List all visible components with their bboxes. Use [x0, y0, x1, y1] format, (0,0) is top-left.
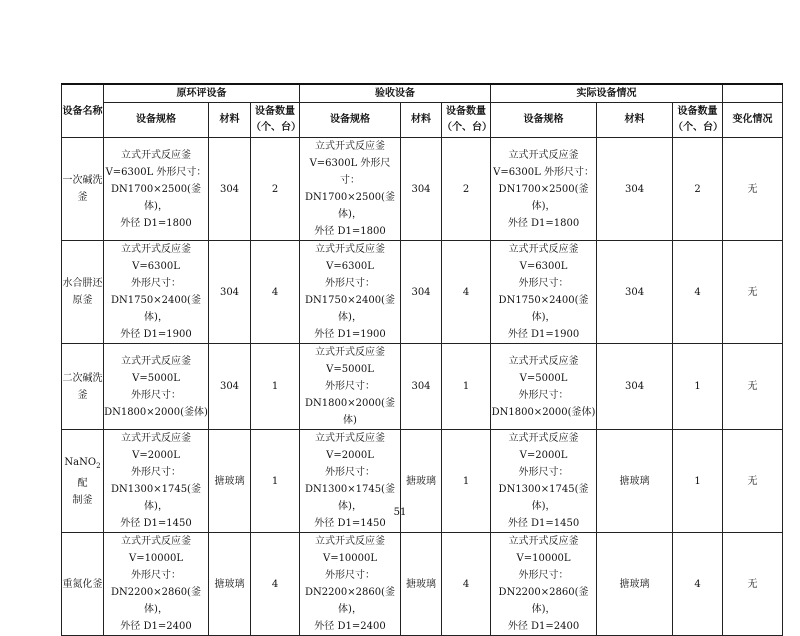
header-equipment-name: 设备名称 [62, 84, 104, 138]
act-quantity-cell: 1 [673, 430, 723, 533]
orig-material-cell: 304 [209, 241, 251, 344]
orig-quantity-cell: 4 [251, 241, 300, 344]
change-cell: 无 [723, 344, 783, 430]
orig-quantity-cell: 1 [251, 430, 300, 533]
act-spec-cell: 立式开式反应釜 V=6300L 外形尺寸： DN1750×2400(釜体)， 外径 D1=1900 [491, 241, 597, 344]
orig-spec-cell: 立式开式反应釜 V=6300L 外形尺寸： DN1750×2400(釜体)， 外径 D1=1900 [104, 241, 209, 344]
acc-quantity-cell: 2 [442, 138, 491, 241]
header-material-original: 材料 [209, 103, 251, 138]
acc-quantity-cell: 1 [442, 344, 491, 430]
table-row [62, 138, 783, 241]
acc-quantity-cell: 4 [442, 533, 491, 636]
orig-quantity-cell: 1 [251, 344, 300, 430]
equipment-table [61, 83, 783, 636]
name-rest-text: 配 制釜 [72, 477, 93, 506]
change-cell: 无 [723, 430, 783, 533]
act-material-cell: 304 [597, 241, 673, 344]
table-row [62, 533, 783, 636]
acc-spec-cell: 立式开式反应釜 V=2000L 外形尺寸： DN1300×1745(釜体)， 外径 D1=1450 [300, 430, 401, 533]
equipment-name-cell: 水合肼还 原釜 [62, 241, 104, 344]
change-cell: 无 [723, 138, 783, 241]
header-group-original: 原环评设备 [104, 84, 300, 103]
acc-spec-cell: 立式开式反应釜 V=6300L 外形尺寸： DN1750×2400(釜体)， 外径 D1=1900 [300, 241, 401, 344]
orig-quantity-cell: 2 [251, 138, 300, 241]
act-material-cell: 304 [597, 138, 673, 241]
equipment-name-cell: 二次碱洗 釜 [62, 344, 104, 430]
act-quantity-cell: 1 [673, 344, 723, 430]
orig-quantity-cell: 4 [251, 533, 300, 636]
orig-material-cell: 搪玻璃 [209, 533, 251, 636]
page-number: 51 [393, 507, 407, 518]
act-material-cell: 搪玻璃 [597, 533, 673, 636]
change-cell: 无 [723, 241, 783, 344]
orig-material-cell: 304 [209, 344, 251, 430]
header-group-actual: 实际设备情况 [491, 84, 723, 103]
acc-quantity-cell: 1 [442, 430, 491, 533]
act-spec-cell: 立式开式反应釜 V=5000L 外形尺寸： DN1800×2000(釜体) [491, 344, 597, 430]
header-spec-actual: 设备规格 [491, 103, 597, 138]
act-quantity-cell: 4 [673, 241, 723, 344]
acc-material-cell: 搪玻璃 [401, 533, 442, 636]
equipment-name-cell: 一次碱洗 釜 [62, 138, 104, 241]
acc-material-cell: 304 [401, 344, 442, 430]
change-cell: 无 [723, 533, 783, 636]
header-quantity-original: 设备数量 （个、台） [251, 103, 300, 138]
name-main-text: NaNO [64, 456, 97, 468]
act-quantity-cell: 2 [673, 138, 723, 241]
acc-material-cell: 304 [401, 138, 442, 241]
header-change: 变化情况 [723, 103, 783, 138]
header-material-acceptance: 材料 [401, 103, 442, 138]
acc-spec-cell: 立式开式反应釜 V=6300L 外形尺寸： DN1700×2500(釜体)， 外径 D1=1800 [300, 138, 401, 241]
name-subscript: 2 [96, 461, 101, 470]
act-quantity-cell: 4 [673, 533, 723, 636]
acc-material-cell: 304 [401, 241, 442, 344]
orig-spec-cell: 立式开式反应釜 V=2000L 外形尺寸： DN1300×1745(釜体)， 外径 D1=1450 [104, 430, 209, 533]
orig-material-cell: 304 [209, 138, 251, 241]
act-spec-cell: 立式开式反应釜 V=2000L 外形尺寸： DN1300×1745(釜体)， 外径 D1=1450 [491, 430, 597, 533]
header-quantity-acceptance: 设备数量 （个、台） [442, 103, 491, 138]
header-blank-cell [723, 84, 783, 103]
act-spec-cell: 立式开式反应釜 V=6300L 外形尺寸： DN1700×2500(釜体)， 外径 D1=1800 [491, 138, 597, 241]
equipment-name-cell: 重氮化釜 [62, 533, 104, 636]
orig-spec-cell: 立式开式反应釜 V=6300L 外形尺寸： DN1700×2500(釜体)， 外径 D1=1800 [104, 138, 209, 241]
header-material-actual: 材料 [597, 103, 673, 138]
header-group-acceptance: 验收设备 [300, 84, 491, 103]
acc-quantity-cell: 4 [442, 241, 491, 344]
orig-spec-cell: 立式开式反应釜 V=10000L 外形尺寸： DN2200×2860(釜体)， 外径 D1=2400 [104, 533, 209, 636]
orig-spec-cell: 立式开式反应釜 V=5000L 外形尺寸： DN1800×2000(釜体) [104, 344, 209, 430]
table-row [62, 344, 783, 430]
orig-material-cell: 搪玻璃 [209, 430, 251, 533]
acc-spec-cell: 立式开式反应釜 V=5000L 外形尺寸： DN1800×2000(釜体) [300, 344, 401, 430]
header-spec-acceptance: 设备规格 [300, 103, 401, 138]
acc-material-cell: 搪玻璃 [401, 430, 442, 533]
act-spec-cell: 立式开式反应釜 V=10000L 外形尺寸： DN2200×2860(釜体)， 外径 D1=2400 [491, 533, 597, 636]
act-material-cell: 304 [597, 344, 673, 430]
header-spec-original: 设备规格 [104, 103, 209, 138]
acc-spec-cell: 立式开式反应釜 V=10000L 外形尺寸： DN2200×2860(釜体)， 外径 D1=2400 [300, 533, 401, 636]
table-row [62, 241, 783, 344]
act-material-cell: 搪玻璃 [597, 430, 673, 533]
header-quantity-actual: 设备数量 （个、台） [673, 103, 723, 138]
